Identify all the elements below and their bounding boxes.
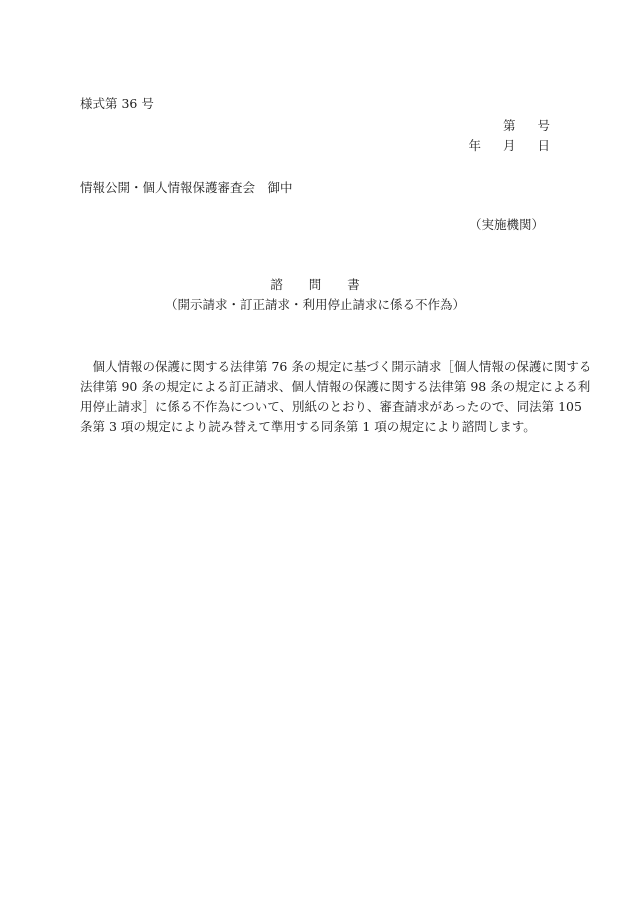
title-char-1: 諮 <box>270 277 283 292</box>
sender-agency: （実施機関） <box>468 217 544 232</box>
body-line-1: 個人情報の保護に関する法律第 76 条の規定に基づく開示請求［個人情報の保護に関する <box>80 359 592 374</box>
number-suffix: 号 <box>537 118 550 133</box>
document-subtitle: （開示請求・訂正請求・利用停止請求に係る不作為） <box>164 297 465 312</box>
addressee: 情報公開・個人情報保護審査会 御中 <box>80 180 293 195</box>
body-line-3: 用停止請求］に係る不作為について、別紙のとおり、審査請求があったので、同法第 105 <box>80 399 582 414</box>
title-char-3: 書 <box>347 277 360 292</box>
title-char-2: 問 <box>308 277 322 292</box>
body-line-2: 法律第 90 条の規定による訂正請求、個人情報の保護に関する法律第 98 条の規定による利 <box>80 379 591 394</box>
document-title <box>0 277 630 293</box>
document-number-line <box>503 118 550 134</box>
body-line-4: 条第 3 項の規定により読み替えて準用する同条第 1 項の規定により諮問します。 <box>80 419 536 434</box>
date-month: 月 <box>502 138 516 153</box>
date-year: 年 <box>468 138 481 153</box>
date-line <box>468 138 550 154</box>
number-prefix: 第 <box>502 118 516 133</box>
body-paragraph <box>80 357 592 437</box>
date-day: 日 <box>537 138 550 153</box>
form-number: 様式第 36 号 <box>80 96 154 111</box>
